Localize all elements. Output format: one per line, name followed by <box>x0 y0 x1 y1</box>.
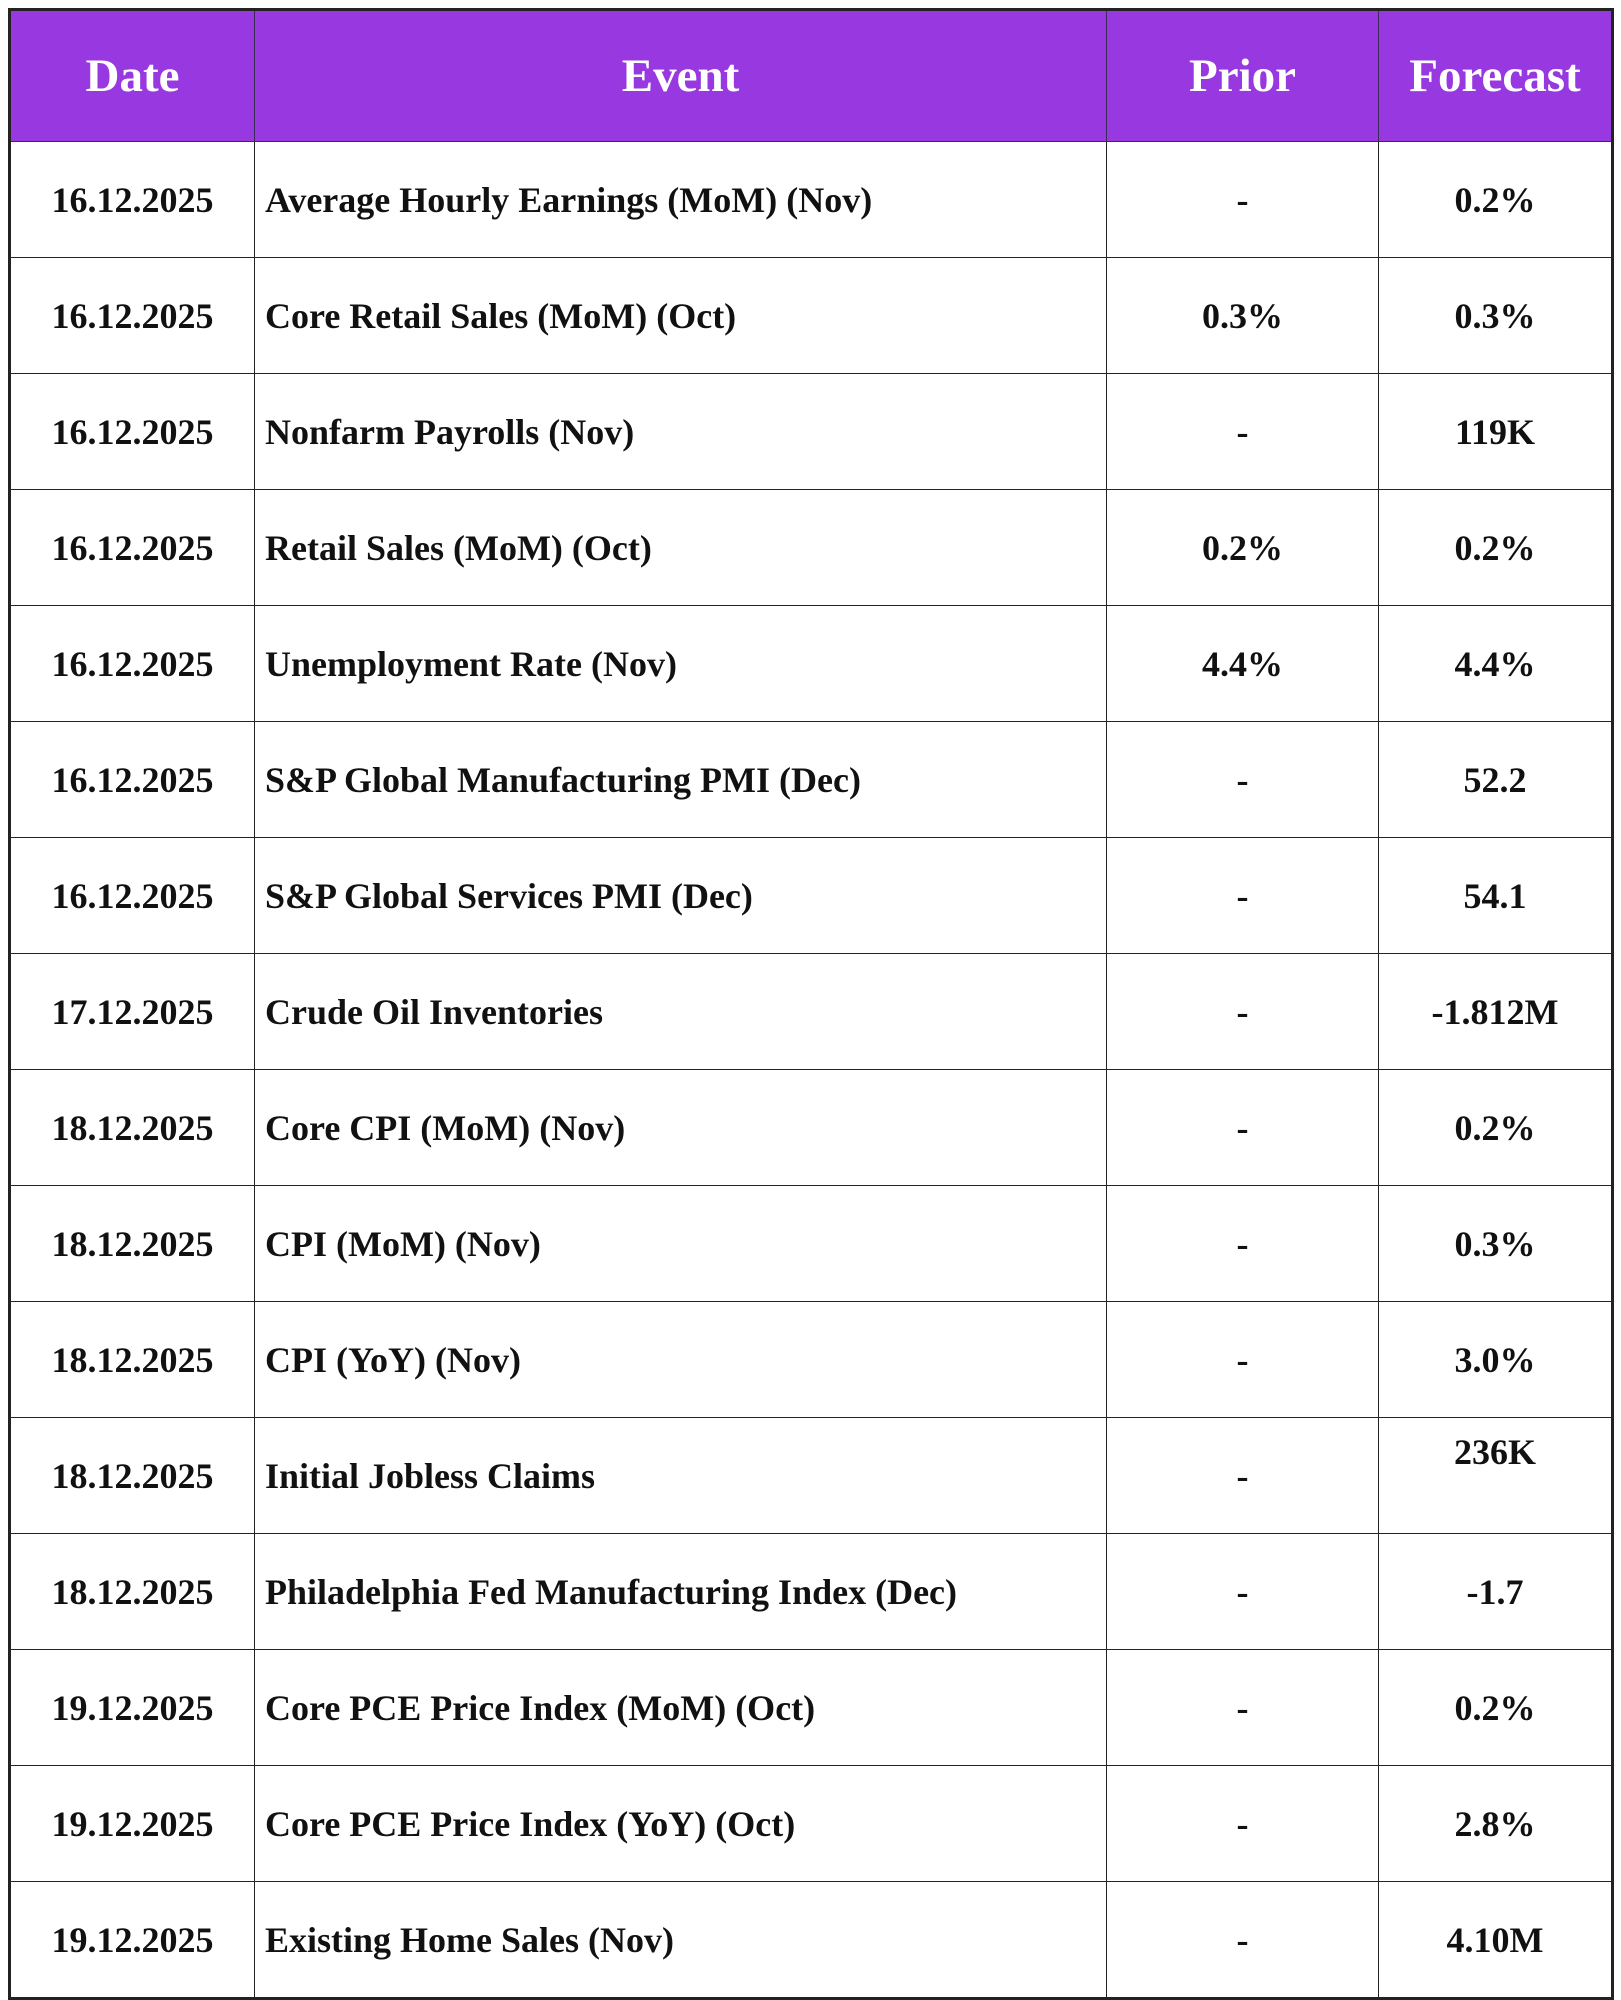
event-cell <box>255 954 1107 1070</box>
date-cell <box>10 1302 255 1418</box>
table-row <box>10 142 1613 258</box>
table-row <box>10 1418 1613 1534</box>
forecast-cell-text: 0.3% <box>1454 295 1536 336</box>
date-cell <box>10 722 255 838</box>
event-cell <box>255 142 1107 258</box>
table-body <box>10 142 1613 1999</box>
prior-cell-text: - <box>1236 991 1249 1032</box>
forecast-cell <box>1379 1766 1613 1882</box>
prior-cell <box>1107 1650 1379 1766</box>
event-cell <box>255 1302 1107 1418</box>
date-cell-text: 18.12.2025 <box>51 1339 214 1380</box>
event-cell <box>255 374 1107 490</box>
forecast-cell <box>1379 1650 1613 1766</box>
event-cell-text: Core PCE Price Index (YoY) (Oct) <box>265 1803 796 1844</box>
date-cell-text: 16.12.2025 <box>51 527 214 568</box>
date-cell <box>10 258 255 374</box>
event-cell <box>255 1186 1107 1302</box>
event-cell <box>255 838 1107 954</box>
event-cell-text: CPI (MoM) (Nov) <box>265 1223 541 1264</box>
prior-cell-text: - <box>1236 759 1249 800</box>
prior-cell-text: - <box>1236 875 1249 916</box>
event-cell-text: S&P Global Manufacturing PMI (Dec) <box>265 759 861 800</box>
forecast-cell-text: 0.2% <box>1454 1687 1536 1728</box>
event-cell-text: Philadelphia Fed Manufacturing Index (Dec) <box>265 1571 958 1612</box>
forecast-cell-text: 3.0% <box>1454 1339 1536 1380</box>
forecast-cell-text: 0.2% <box>1454 1107 1536 1148</box>
table-header <box>10 10 1613 142</box>
forecast-cell <box>1379 954 1613 1070</box>
header-row <box>10 10 1613 142</box>
date-cell <box>10 1186 255 1302</box>
date-cell-text: 18.12.2025 <box>51 1107 214 1148</box>
prior-column-header: Prior <box>1107 10 1379 142</box>
event-cell-text: Average Hourly Earnings (MoM) (Nov) <box>265 179 873 220</box>
date-cell <box>10 954 255 1070</box>
prior-cell-text: - <box>1236 1803 1249 1844</box>
date-cell-text: 19.12.2025 <box>51 1687 214 1728</box>
prior-cell <box>1107 722 1379 838</box>
date-cell-text: 17.12.2025 <box>51 991 214 1032</box>
event-cell-text: Existing Home Sales (Nov) <box>265 1919 674 1960</box>
date-cell-text: 19.12.2025 <box>51 1919 214 1960</box>
table-row <box>10 1070 1613 1186</box>
prior-cell-text: - <box>1236 1455 1249 1496</box>
forecast-cell <box>1379 1186 1613 1302</box>
date-cell <box>10 1650 255 1766</box>
prior-cell-text: 0.3% <box>1202 295 1283 336</box>
forecast-cell <box>1379 258 1613 374</box>
prior-cell <box>1107 1186 1379 1302</box>
event-cell-text: Crude Oil Inventories <box>265 991 603 1032</box>
event-cell-text: Core PCE Price Index (MoM) (Oct) <box>265 1687 816 1728</box>
prior-cell-text: - <box>1236 411 1249 452</box>
date-cell <box>10 1418 255 1534</box>
date-cell-text: 18.12.2025 <box>51 1455 214 1496</box>
event-cell <box>255 722 1107 838</box>
date-column-header: Date <box>10 10 255 142</box>
prior-cell <box>1107 490 1379 606</box>
prior-cell <box>1107 1418 1379 1534</box>
event-cell-text: CPI (YoY) (Nov) <box>265 1339 521 1380</box>
event-cell <box>255 1418 1107 1534</box>
forecast-cell <box>1379 142 1613 258</box>
prior-cell <box>1107 1534 1379 1650</box>
prior-cell-text: - <box>1236 1687 1249 1728</box>
event-cell <box>255 1534 1107 1650</box>
prior-cell <box>1107 142 1379 258</box>
forecast-cell <box>1379 1418 1613 1534</box>
event-cell <box>255 1882 1107 1999</box>
event-cell-text: Core Retail Sales (MoM) (Oct) <box>265 295 737 336</box>
forecast-cell <box>1379 606 1613 722</box>
event-cell-text: S&P Global Services PMI (Dec) <box>265 875 753 916</box>
prior-cell <box>1107 838 1379 954</box>
date-cell <box>10 838 255 954</box>
prior-cell-text: - <box>1236 179 1249 220</box>
forecast-cell-text: 2.8% <box>1454 1803 1536 1844</box>
table-row <box>10 490 1613 606</box>
date-cell-text: 19.12.2025 <box>51 1803 214 1844</box>
table-row <box>10 1766 1613 1882</box>
forecast-cell-text: 0.2% <box>1454 179 1536 220</box>
forecast-cell-text: 4.4% <box>1454 643 1536 684</box>
prior-cell-text: - <box>1236 1571 1249 1612</box>
table-row <box>10 1534 1613 1650</box>
table-row <box>10 1650 1613 1766</box>
prior-cell <box>1107 606 1379 722</box>
date-cell-text: 16.12.2025 <box>51 759 214 800</box>
forecast-cell <box>1379 1534 1613 1650</box>
event-cell-text: Core CPI (MoM) (Nov) <box>265 1107 626 1148</box>
date-cell-text: 16.12.2025 <box>51 875 214 916</box>
forecast-cell <box>1379 838 1613 954</box>
prior-cell <box>1107 258 1379 374</box>
table-row <box>10 1186 1613 1302</box>
prior-cell <box>1107 1302 1379 1418</box>
prior-cell-text: 4.4% <box>1202 643 1283 684</box>
forecast-cell-text: 52.2 <box>1463 759 1527 800</box>
forecast-cell <box>1379 722 1613 838</box>
date-cell <box>10 142 255 258</box>
prior-cell-text: - <box>1236 1107 1249 1148</box>
forecast-cell-text: 119K <box>1454 411 1535 452</box>
prior-cell-text: 0.2% <box>1202 527 1283 568</box>
prior-cell <box>1107 1882 1379 1999</box>
forecast-cell-text: -1.812M <box>1431 991 1559 1032</box>
table-row <box>10 606 1613 722</box>
prior-cell <box>1107 954 1379 1070</box>
prior-cell-text: - <box>1236 1919 1249 1960</box>
event-cell-text: Nonfarm Payrolls (Nov) <box>265 411 635 452</box>
forecast-column-header: Forecast <box>1379 10 1613 142</box>
prior-cell <box>1107 1766 1379 1882</box>
forecast-cell-text: 0.3% <box>1454 1223 1536 1264</box>
date-cell-text: 18.12.2025 <box>51 1571 214 1612</box>
event-cell-text: Retail Sales (MoM) (Oct) <box>265 527 652 568</box>
prior-cell <box>1107 1070 1379 1186</box>
date-cell <box>10 374 255 490</box>
event-cell <box>255 258 1107 374</box>
prior-cell-text: - <box>1236 1339 1249 1380</box>
forecast-cell-text: 54.1 <box>1463 875 1527 916</box>
event-column-header: Event <box>255 10 1107 142</box>
date-cell <box>10 1882 255 1999</box>
forecast-cell-text: 0.2% <box>1454 527 1536 568</box>
table-row <box>10 374 1613 490</box>
event-cell <box>255 490 1107 606</box>
forecast-cell-text: 236K <box>1453 1431 1536 1472</box>
date-cell-text: 16.12.2025 <box>51 411 214 452</box>
event-cell <box>255 606 1107 722</box>
table-row <box>10 1302 1613 1418</box>
prior-cell-text: - <box>1236 1223 1249 1264</box>
forecast-cell-text: 4.10M <box>1446 1919 1544 1960</box>
table-row <box>10 838 1613 954</box>
event-cell <box>255 1070 1107 1186</box>
date-cell <box>10 1070 255 1186</box>
forecast-cell <box>1379 1070 1613 1186</box>
table-row <box>10 722 1613 838</box>
date-cell-text: 16.12.2025 <box>51 179 214 220</box>
date-cell <box>10 606 255 722</box>
date-cell-text: 16.12.2025 <box>51 295 214 336</box>
event-cell-text: Unemployment Rate (Nov) <box>265 643 677 684</box>
forecast-cell-text: -1.7 <box>1466 1571 1524 1612</box>
table-row <box>10 954 1613 1070</box>
event-cell-text: Initial Jobless Claims <box>265 1455 596 1496</box>
date-cell <box>10 1766 255 1882</box>
forecast-cell <box>1379 490 1613 606</box>
table-row <box>10 1882 1613 1999</box>
date-cell-text: 18.12.2025 <box>51 1223 214 1264</box>
forecast-cell <box>1379 1302 1613 1418</box>
prior-cell <box>1107 374 1379 490</box>
forecast-cell <box>1379 374 1613 490</box>
economic-calendar-table <box>8 8 1614 2000</box>
event-cell <box>255 1650 1107 1766</box>
date-cell <box>10 490 255 606</box>
calendar-container <box>8 8 1611 1983</box>
event-cell <box>255 1766 1107 1882</box>
table-row <box>10 258 1613 374</box>
forecast-cell <box>1379 1882 1613 1999</box>
date-cell <box>10 1534 255 1650</box>
date-cell-text: 16.12.2025 <box>51 643 214 684</box>
